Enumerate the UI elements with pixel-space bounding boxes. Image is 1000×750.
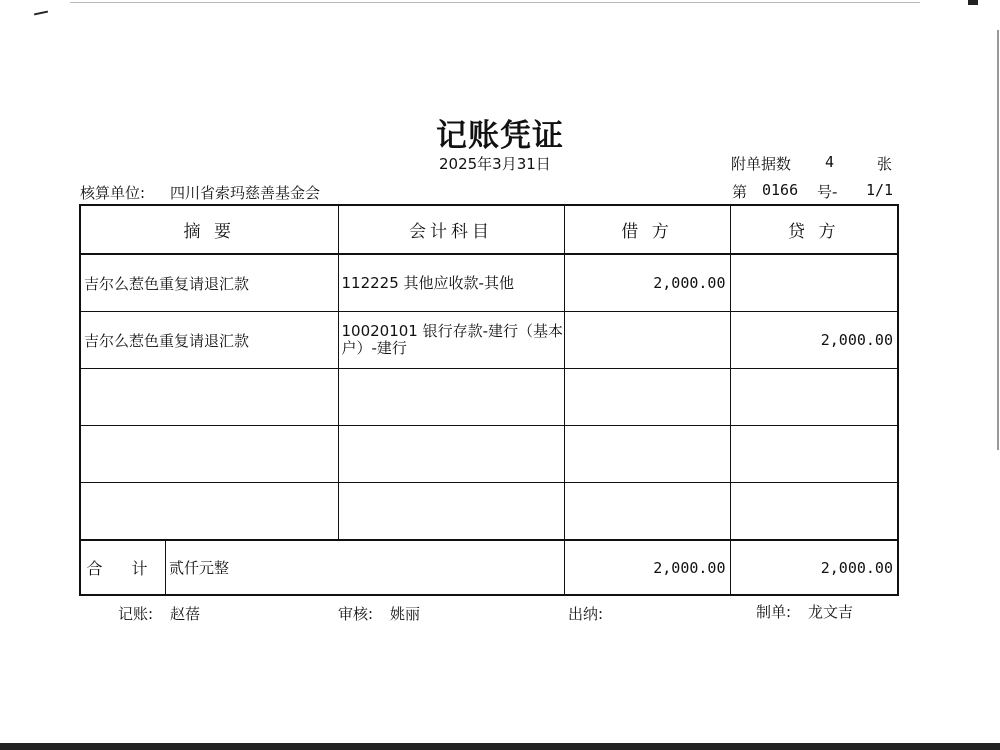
attachments-unit: 张 bbox=[877, 155, 893, 173]
row-debit bbox=[564, 426, 730, 483]
scan-right-edge bbox=[997, 30, 999, 450]
row-credit bbox=[730, 483, 898, 541]
voucher-number-suffix: 号- bbox=[817, 183, 838, 201]
total-label-cell bbox=[80, 540, 564, 595]
row-account bbox=[338, 426, 564, 483]
row-account: 112225 其他应收款-其他 bbox=[338, 254, 564, 312]
attachments-label: 附单据数 bbox=[731, 155, 792, 173]
row-summary bbox=[80, 483, 338, 541]
total-credit: 2,000.00 bbox=[730, 540, 898, 595]
header-credit: 贷 方 bbox=[730, 205, 898, 254]
bookkeeper-name: 赵蓓 bbox=[170, 605, 201, 623]
scan-top-line bbox=[70, 2, 920, 3]
header-summary: 摘 要 bbox=[80, 205, 338, 254]
total-amount-in-words: 贰仟元整 bbox=[169, 559, 230, 577]
row-summary: 吉尔么惹色重复请退汇款 bbox=[80, 312, 338, 369]
unit-name: 四川省索玛慈善基金会 bbox=[170, 184, 321, 202]
voucher-date: 2025年3月31日 bbox=[439, 155, 551, 173]
table-row bbox=[80, 369, 898, 426]
table-row bbox=[80, 483, 898, 541]
total-row bbox=[80, 540, 898, 595]
voucher-table bbox=[79, 204, 899, 596]
total-debit: 2,000.00 bbox=[564, 540, 730, 595]
unit-label: 核算单位: bbox=[80, 184, 146, 202]
table-row bbox=[80, 254, 898, 312]
row-debit bbox=[564, 312, 730, 369]
voucher-title: 记账凭证 bbox=[436, 118, 564, 154]
header-debit: 借 方 bbox=[564, 205, 730, 254]
preparer-name: 龙文吉 bbox=[808, 603, 854, 621]
row-debit bbox=[564, 483, 730, 541]
row-account bbox=[338, 369, 564, 426]
scan-top-left-mark bbox=[34, 11, 48, 16]
table-header-row bbox=[80, 205, 898, 254]
row-debit bbox=[564, 369, 730, 426]
bookkeeper-label: 记账: bbox=[118, 605, 154, 623]
voucher-number: 0166 bbox=[762, 181, 799, 199]
reviewer-label: 审核: bbox=[338, 605, 374, 623]
row-summary: 吉尔么惹色重复请退汇款 bbox=[80, 254, 338, 312]
scan-bottom-edge bbox=[0, 743, 1000, 750]
row-credit bbox=[730, 369, 898, 426]
reviewer-name: 姚丽 bbox=[390, 605, 421, 623]
voucher-number-prefix: 第 bbox=[732, 183, 748, 201]
preparer-label: 制单: bbox=[756, 603, 792, 621]
row-summary bbox=[80, 369, 338, 426]
scan-top-right-mark bbox=[968, 0, 978, 5]
row-account: 10020101 银行存款-建行（基本户）-建行 bbox=[338, 312, 564, 369]
attachments-count: 4 bbox=[825, 153, 835, 171]
cashier-label: 出纳: bbox=[568, 605, 604, 623]
total-label: 合 计 bbox=[81, 541, 166, 594]
header-account: 会计科目 bbox=[338, 205, 564, 254]
row-summary bbox=[80, 426, 338, 483]
row-account bbox=[338, 483, 564, 541]
row-credit: 2,000.00 bbox=[730, 312, 898, 369]
row-debit: 2,000.00 bbox=[564, 254, 730, 312]
row-credit bbox=[730, 254, 898, 312]
table-row bbox=[80, 426, 898, 483]
row-credit bbox=[730, 426, 898, 483]
table-row bbox=[80, 312, 898, 369]
voucher-page: 1/1 bbox=[866, 181, 894, 199]
